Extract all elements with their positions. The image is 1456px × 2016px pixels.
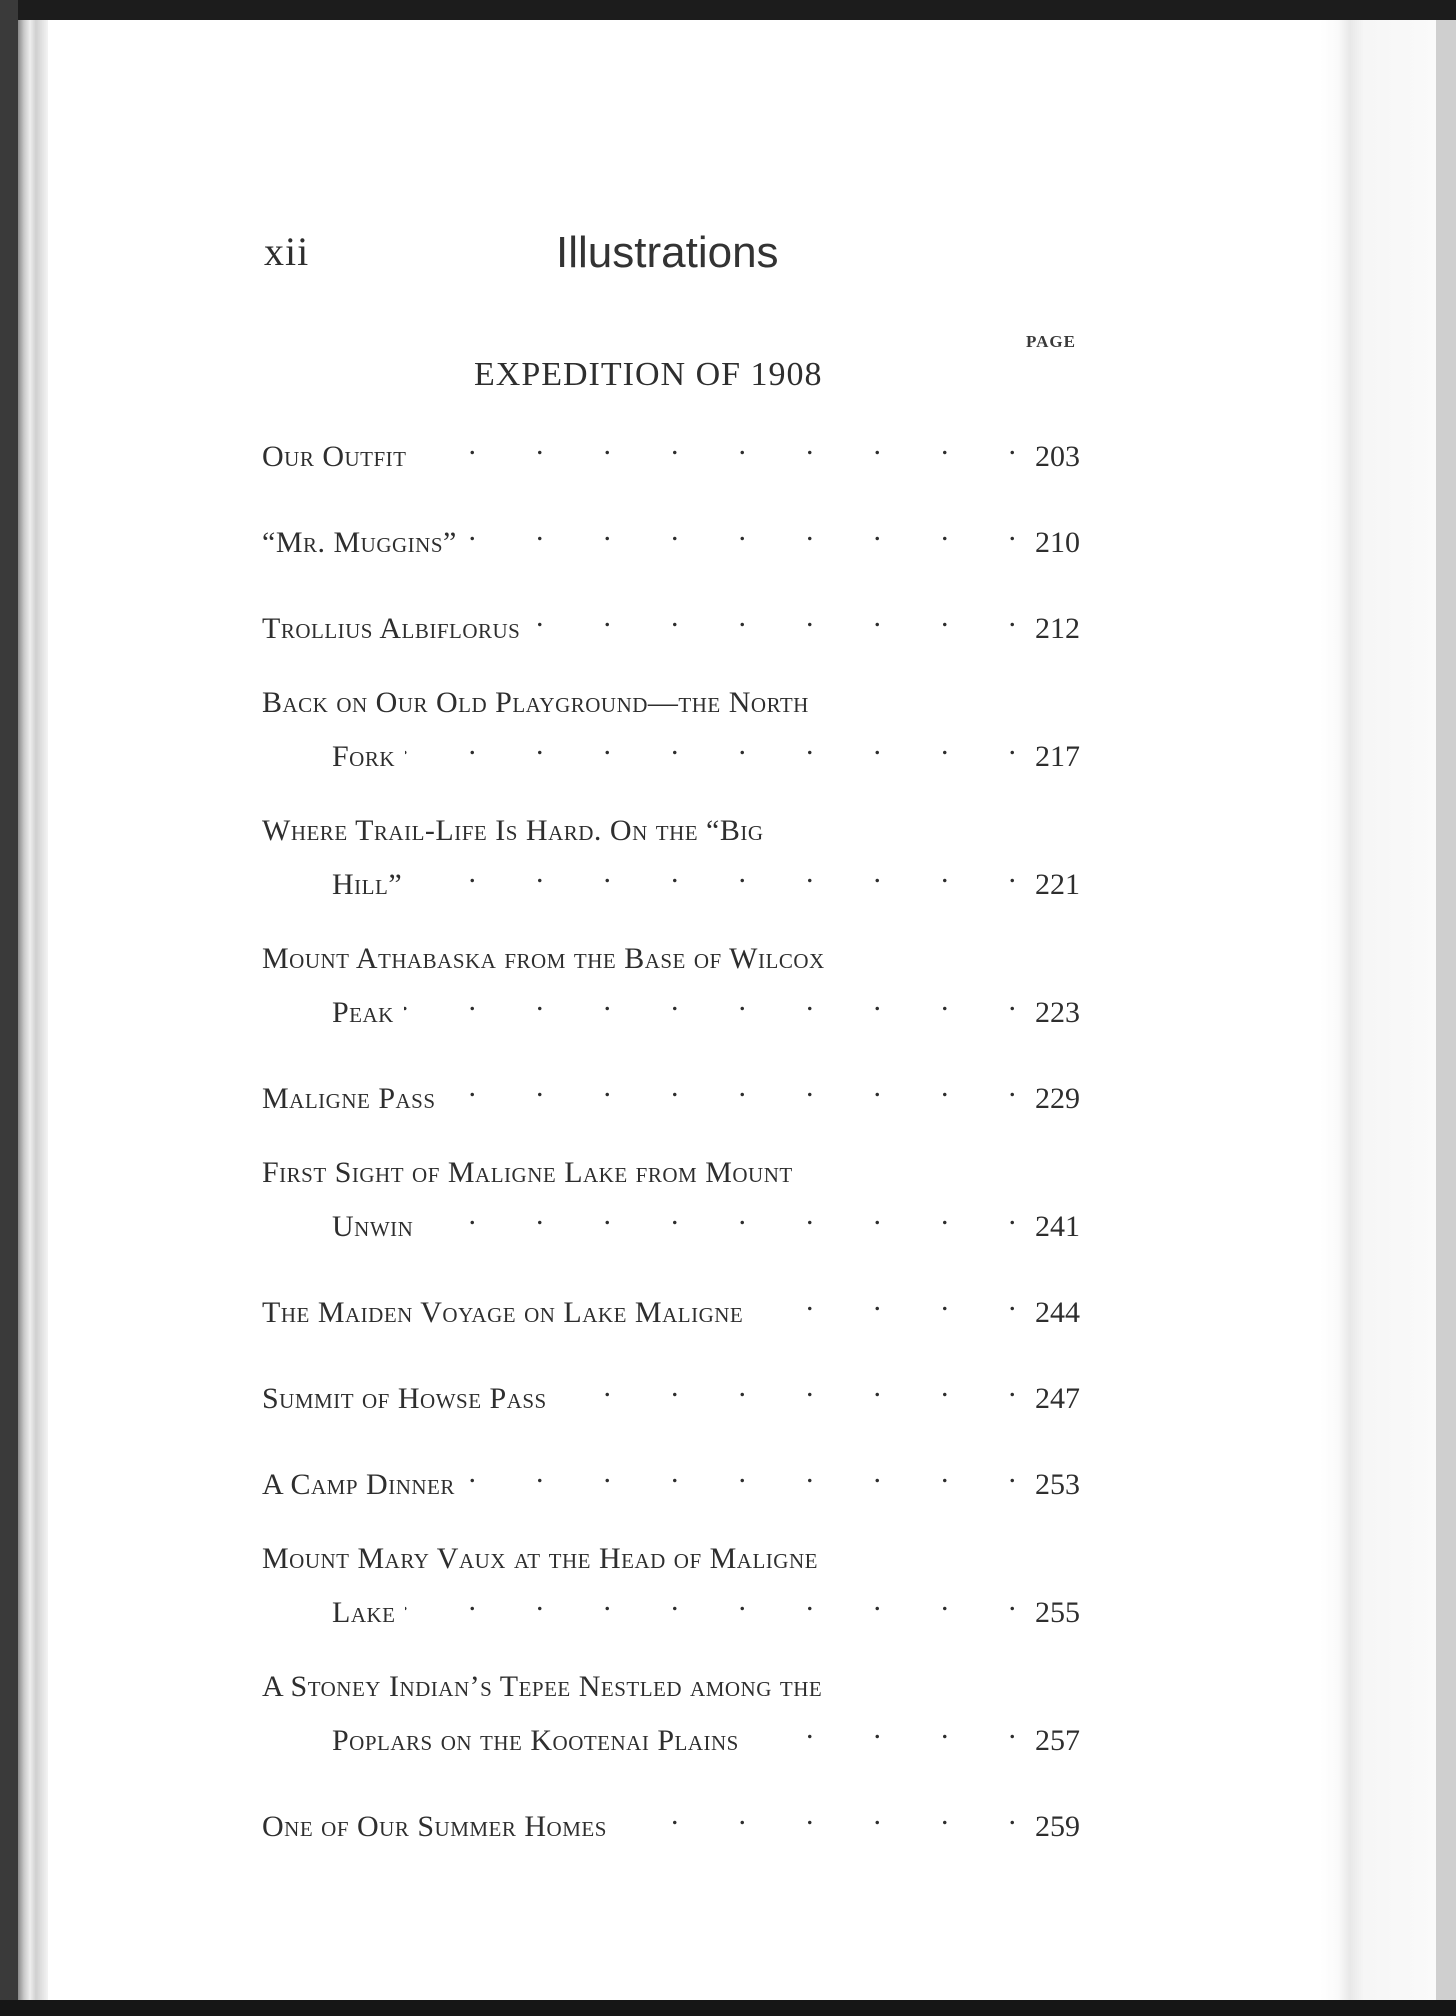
dot-leader <box>749 1708 1016 1762</box>
entry-page-number: 221 <box>1035 868 1080 901</box>
dot-leader <box>446 1066 1016 1120</box>
list-item <box>262 1066 1080 1120</box>
list-item <box>262 682 1080 778</box>
entry-title-line: Mount Athabaska from the Base of Wilcox <box>262 942 825 975</box>
adjacent-page-strip <box>1436 20 1456 2000</box>
illustration-list <box>262 424 1080 1848</box>
entry-page-number: 244 <box>1035 1296 1080 1329</box>
dot-leader <box>423 1194 1016 1248</box>
dot-leader <box>412 852 1016 906</box>
entry-page-number: 203 <box>1035 440 1080 473</box>
dot-leader <box>530 596 1016 650</box>
entry-page-number: 210 <box>1035 526 1080 559</box>
entry-title-line: First Sight of Maligne Lake from Mount <box>262 1156 793 1189</box>
running-title: Illustrations <box>556 228 779 277</box>
entry-title-line: “Mr. Muggins” <box>262 526 457 559</box>
entry-title-line: A Camp Dinner <box>262 1468 455 1501</box>
list-item <box>262 1152 1080 1248</box>
dot-leader <box>405 1580 1016 1634</box>
entry-page-number: 259 <box>1035 1810 1080 1843</box>
scan-border-bottom <box>0 2000 1456 2016</box>
entry-title-line: Hill” <box>332 868 403 901</box>
book-spine-shadow <box>18 20 48 2000</box>
entry-title-line: Trollius Albiflorus <box>262 612 521 645</box>
entry-title-line: Lake <box>332 1596 396 1629</box>
entry-page-number: 223 <box>1035 996 1080 1029</box>
list-item <box>262 1366 1080 1420</box>
page-folio: xii <box>264 229 310 274</box>
entry-title-line: Peak <box>332 996 394 1029</box>
list-item <box>262 1280 1080 1334</box>
entry-title-line: Maligne Pass <box>262 1082 436 1115</box>
dot-leader <box>465 1452 1016 1506</box>
entry-title-line: A Stoney Indian’s Tepee Nestled among the <box>262 1670 823 1703</box>
dot-leader <box>417 424 1017 478</box>
entry-page-number: 241 <box>1035 1210 1080 1243</box>
list-item <box>262 810 1080 906</box>
entry-title-line: Poplars on the Kootenai Plains <box>332 1724 739 1757</box>
scan-border-left <box>0 0 18 2016</box>
list-item <box>262 1538 1080 1634</box>
list-item <box>262 1452 1080 1506</box>
entry-page-number: 255 <box>1035 1596 1080 1629</box>
entry-title-line: Mount Mary Vaux at the Head of Maligne <box>262 1542 818 1575</box>
dot-leader <box>617 1794 1016 1848</box>
page-column-label: PAGE <box>1026 332 1076 351</box>
dot-leader <box>557 1366 1016 1420</box>
entry-page-number: 217 <box>1035 740 1080 773</box>
list-item <box>262 510 1080 564</box>
entry-title-line: Back on Our Old Playground—the North <box>262 686 809 719</box>
dot-leader <box>405 724 1016 778</box>
list-item <box>262 1666 1080 1762</box>
entry-title-line: Fork <box>332 740 396 773</box>
entry-page-number: 212 <box>1035 612 1080 645</box>
entry-title-line: The Maiden Voyage on Lake Maligne <box>262 1296 744 1329</box>
scan-border-top <box>0 0 1456 20</box>
list-item <box>262 596 1080 650</box>
entry-page-number: 229 <box>1035 1082 1080 1115</box>
entry-page-number: 247 <box>1035 1382 1080 1415</box>
list-item <box>262 424 1080 478</box>
entry-title-line: Unwin <box>332 1210 414 1243</box>
dot-leader <box>467 510 1016 564</box>
list-item <box>262 938 1080 1034</box>
dot-leader <box>753 1280 1016 1334</box>
entry-title-line: Summit of Howse Pass <box>262 1382 547 1415</box>
entry-page-number: 253 <box>1035 1468 1080 1501</box>
entry-title-line: Our Outfit <box>262 440 407 473</box>
entry-page-number: 257 <box>1035 1724 1080 1757</box>
entry-title-line: Where Trail-Life Is Hard. On the “Big <box>262 814 764 847</box>
section-heading: EXPEDITION OF 1908 <box>474 356 823 393</box>
entry-title-line: One of Our Summer Homes <box>262 1810 607 1843</box>
list-item <box>262 1794 1080 1848</box>
dot-leader <box>404 980 1016 1034</box>
